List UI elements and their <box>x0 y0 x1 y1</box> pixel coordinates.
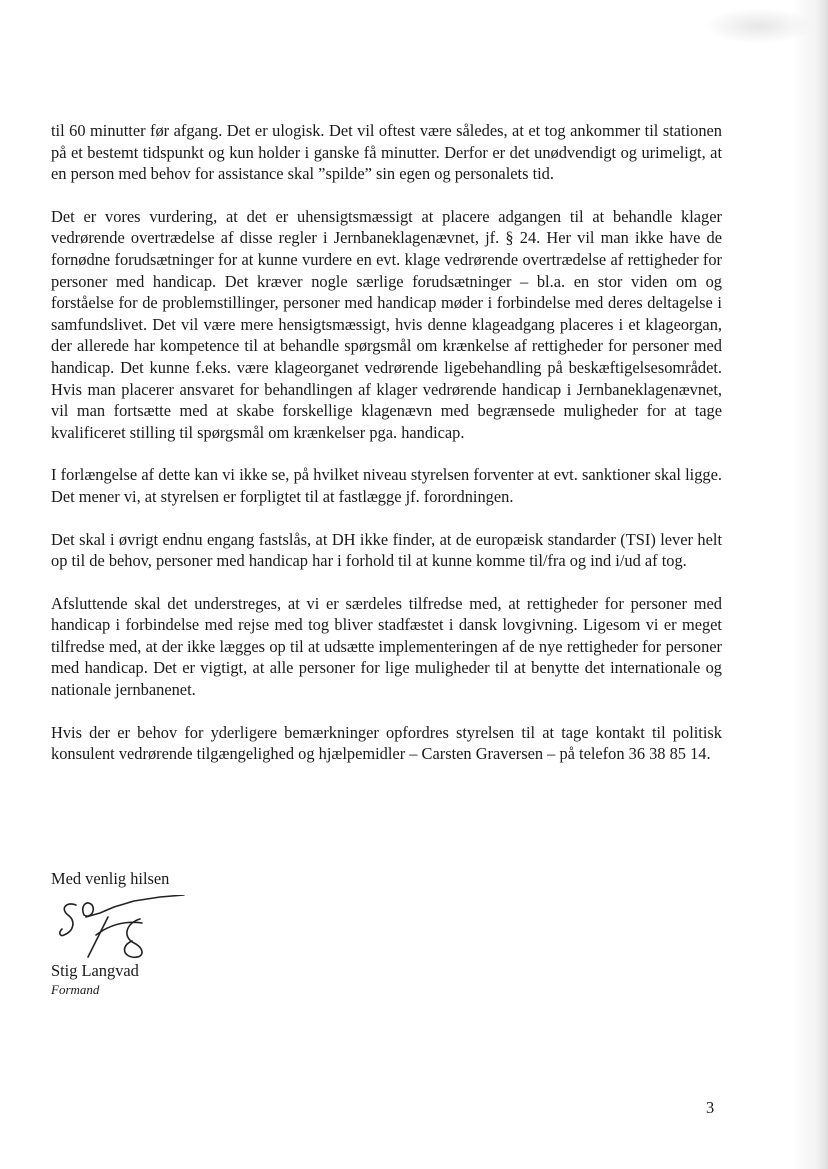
paragraph-5: Afsluttende skal det understreges, at vi er særdeles tilfredse med, at rettigheder for personer med handicap i forbindelse med rejse med tog bliver stadfæstet i dansk lovgivning. Ligesom vi er meget tilfredse med, at der ikke lægges op til at udsætte implementeringen af de nye rettigheder for personer med handicap. Det er vigtigt, at alle personer for lige muligheder til at benytte det internationale og nationale jernbanenet. <box>51 593 722 700</box>
scan-shadow-edge <box>792 0 828 1169</box>
letter-body <box>51 120 722 786</box>
paragraph-2: Det er vores vurdering, at det er uhensigtsmæssigt at placere adgangen til at behandle klager vedrørende overtrædelse af disse regler i Jernbaneklagenævnet, jf. § 24. Her vil man ikke have de fornødne forudsætninger for at kunne vurdere en evt. klage vedrørende overtrædelse af rettigheder for personer med handicap. Det kræver nogle særlige forudsætninger – bl.a. en stor viden om og forståelse for de problemstillinger, personer med handicap møder i forbindelse med deres deltagelse i samfundslivet. Det vil være mere hensigtsmæssigt, hvis denne klageadgang placeres i et klageorgan, der allerede har kompetence til at behandle spørgsmål om krænkelse af rettigheder for personer med handicap. Det kunne f.eks. være klageorganet vedrørende ligebehandling på beskæftigelsesområdet. Hvis man placerer ansvaret for behandlingen af klager vedrørende handicap i Jernbaneklagenævnet, vil man fortsætte med at skabe forskellige klagenævn med begrænsede muligheder for at tage kvalificeret stilling til spørgsmål om krænkelser pga. handicap. <box>51 206 722 442</box>
closing-salutation: Med venlig hilsen <box>51 869 170 888</box>
paragraph-4: Det skal i øvrigt endnu engang fastslås, at DH ikke finder, at de europæisk standarder (TSI) lever helt op til de behov, personer med handicap har i forhold til at kunne komme til/fra og ind i/ud af tog. <box>51 529 722 571</box>
signer-title: Formand <box>51 982 100 997</box>
handwritten-signature <box>56 895 191 961</box>
signer-name: Stig Langvad <box>51 961 139 980</box>
page-number: 3 <box>706 1098 715 1117</box>
scan-smudge <box>704 8 814 44</box>
paragraph-3: I forlængelse af dette kan vi ikke se, på hvilket niveau styrelsen forventer at evt. sanktioner skal ligge. Det mener vi, at styrelsen er forpligtet til at fastlægge jf. forordningen. <box>51 465 722 506</box>
paragraph-6: Hvis der er behov for yderligere bemærkninger opfordres styrelsen til at tage kontakt til politisk konsulent vedrørende tilgængelighed og hjælpemidler – Carsten Graversen – på telefon 36 38 85 14. <box>51 722 722 764</box>
paragraph-1: til 60 minutter før afgang. Det er ulogisk. Det vil oftest være således, at et tog ankommer til stationen på et bestemt tidspunkt og kun holder i ganske få minutter. Derfor er det unødvendigt og urimeligt, at en person med behov for assistance skal ”spilde” sin egen og personalets tid. <box>51 121 722 184</box>
